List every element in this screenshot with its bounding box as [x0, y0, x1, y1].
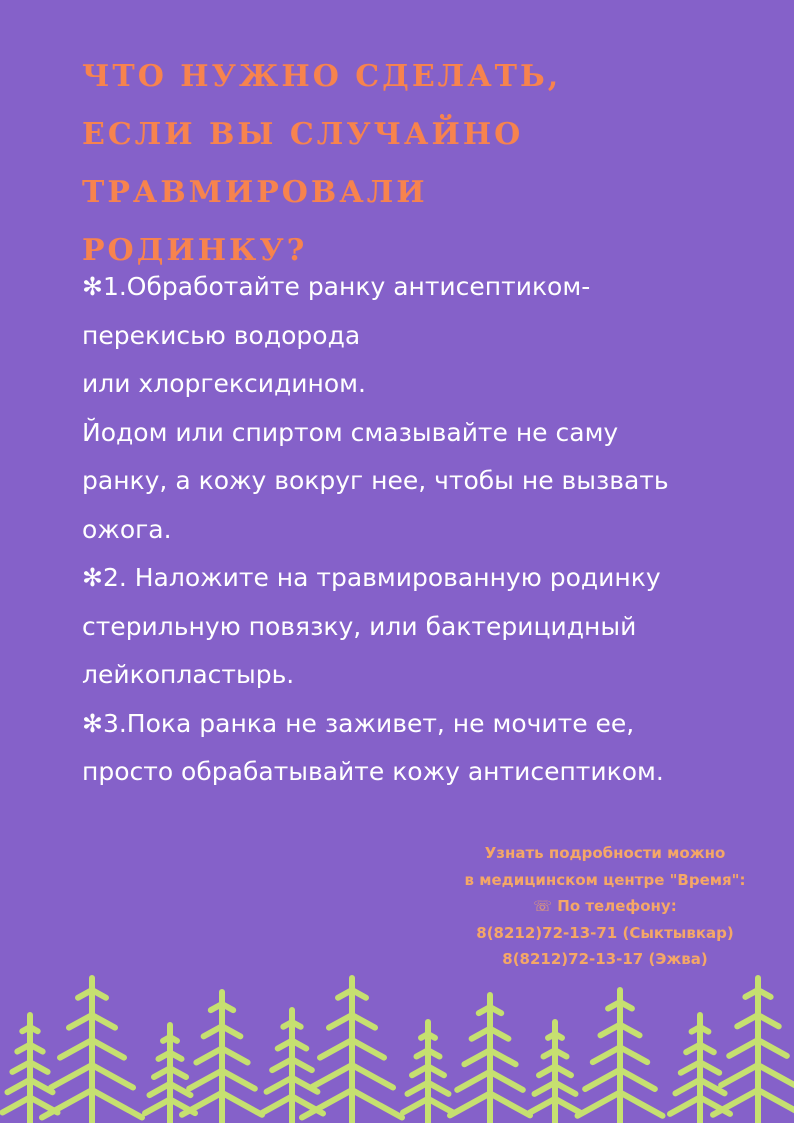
tree-icon — [302, 978, 402, 1123]
contact-center: в медицинском центре "Время": — [464, 870, 746, 889]
page-heading — [82, 48, 561, 280]
instruction-line: стерильную повязку, или бактерицидный — [82, 611, 637, 641]
phone-number-syktyvkar[interactable]: 8(8212)72-13-71 (Сыктывкар) — [476, 923, 734, 942]
heading-line: ТРАВМИРОВАЛИ — [82, 175, 428, 210]
instruction-line: ранку, а кожу вокруг нее, чтобы не вызвать — [82, 466, 669, 495]
heading-line: ЧТО НУЖНО СДЕЛАТЬ, — [82, 59, 562, 94]
phone-number-ezhva[interactable]: 8(8212)72-13-17 (Эжва) — [502, 950, 708, 968]
instructions-text — [82, 263, 772, 797]
tree-icon — [145, 1025, 195, 1123]
tree-icon — [42, 978, 142, 1123]
contact-info — [420, 840, 790, 973]
instruction-line: ✻1.Обработайте ранку антисептиком- — [82, 272, 591, 301]
instruction-line: просто обрабатывайте кожу антисептиком. — [82, 757, 664, 786]
tree-icon — [450, 995, 530, 1123]
instruction-line: перекисью водорода — [82, 320, 361, 350]
instruction-line: ✻2. Наложите на травмированную родинку — [82, 563, 661, 592]
tree-icon — [3, 1015, 58, 1123]
instruction-line: ✻3.Пока ранка не заживет, не мочите ее, — [82, 708, 635, 738]
instruction-line: или хлоргексидином. — [82, 369, 366, 398]
heading-line: ЕСЛИ ВЫ СЛУЧАЙНО — [82, 117, 524, 152]
tree-icon — [182, 992, 262, 1123]
contact-intro: Узнать подробности можно — [484, 844, 726, 862]
instruction-line: лейкопластырь. — [82, 660, 295, 689]
tree-icon — [578, 990, 663, 1123]
tree-icon — [261, 1010, 323, 1123]
tree-icon — [713, 978, 794, 1123]
instruction-line: ожога. — [82, 514, 172, 544]
tree-icon — [530, 1022, 580, 1123]
heading-line: РОДИНКУ? — [82, 233, 308, 268]
contact-phone-label: ☏ По телефону: — [533, 897, 677, 915]
instruction-line: Йодом или спиртом смазывайте не саму — [82, 417, 619, 447]
tree-border-decoration — [0, 960, 794, 1123]
tree-icon — [670, 1015, 730, 1123]
tree-icon — [403, 1022, 453, 1123]
